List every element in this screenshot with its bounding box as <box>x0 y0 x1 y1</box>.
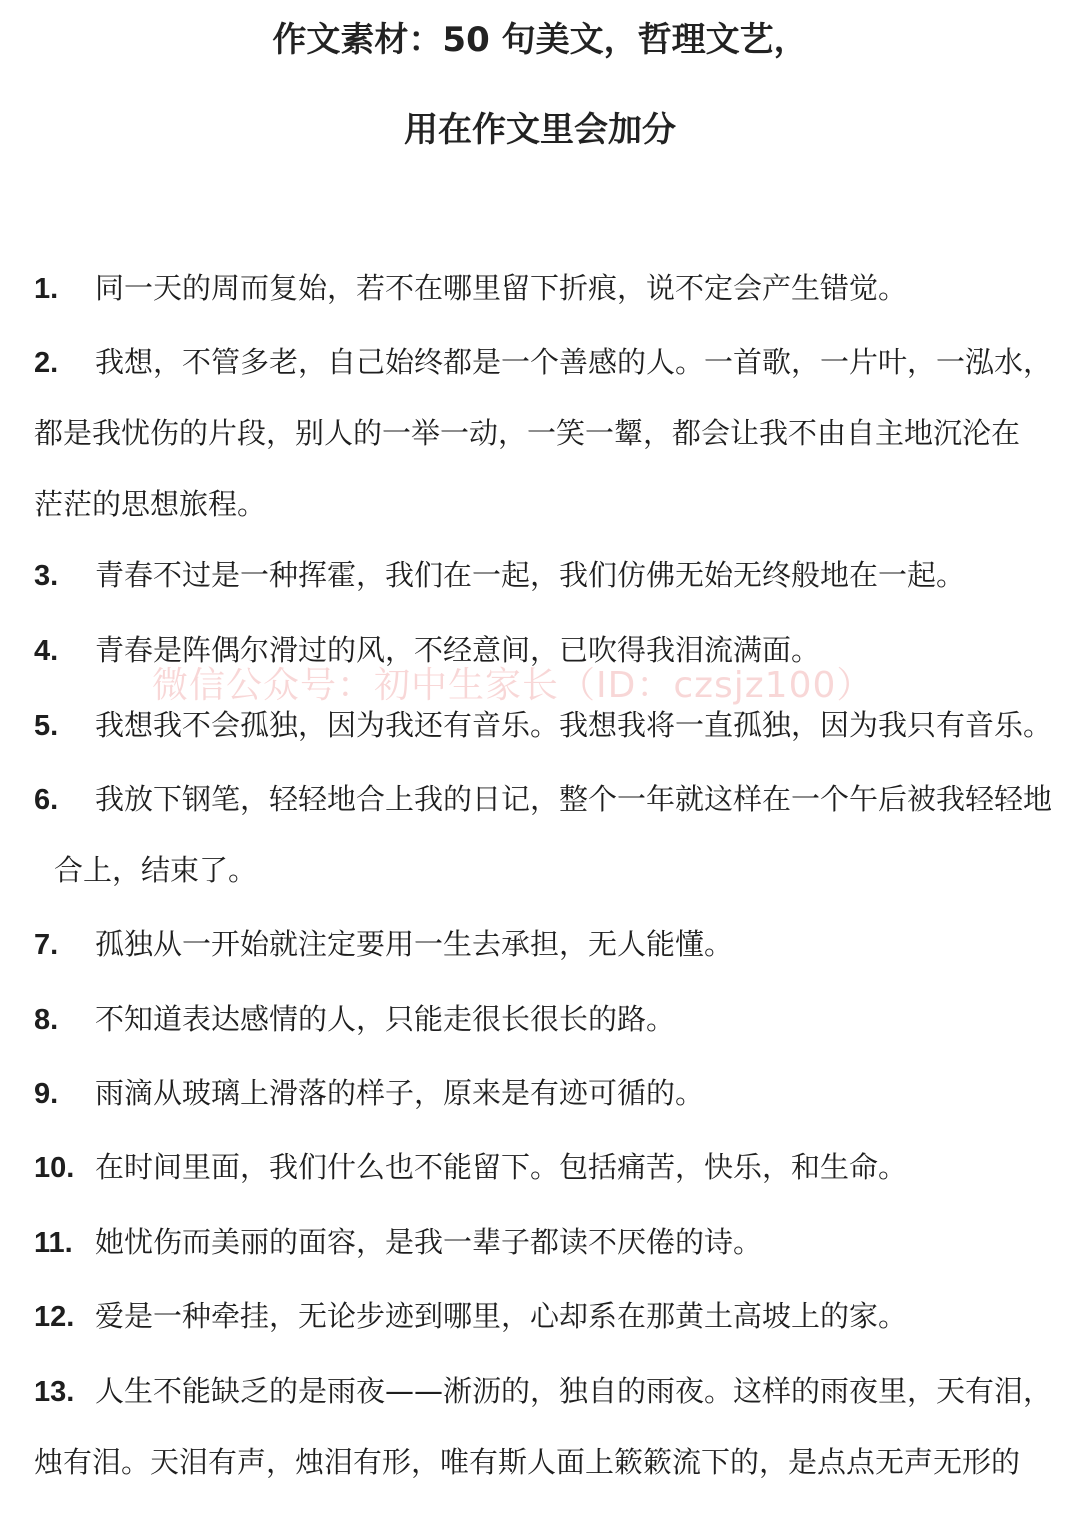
item-number: 8. <box>34 1004 59 1036</box>
item-number: 12. <box>34 1301 75 1333</box>
item-number: 7. <box>34 929 59 961</box>
list-item-12 <box>34 1296 907 1337</box>
item-number: 11. <box>34 1227 73 1259</box>
item-text: 爱是一种牵挂，无论步迹到哪里，心却系在那黄土高坡上的家。 <box>95 1299 908 1333</box>
item-text: 她忧伤而美丽的面容，是我一辈子都读不厌倦的诗。 <box>95 1225 763 1259</box>
list-item-6-continuation: 合上，结束了。 <box>54 853 258 887</box>
list-item-8 <box>34 999 675 1040</box>
item-text: 我想我不会孤独，因为我还有音乐。我想我将一直孤独，因为我只有音乐。 <box>95 708 1053 742</box>
item-number: 1. <box>34 273 59 305</box>
list-item-5 <box>34 705 1052 746</box>
item-number: 3. <box>34 560 59 592</box>
list-item-1 <box>34 268 907 309</box>
item-number: 4. <box>34 635 59 667</box>
list-item-2-continuation: 都是我忧伤的片段，别人的一举一动，一笑一颦，都会让我不由自主地沉沦在 <box>34 416 1021 450</box>
item-text: 我放下钢笔，轻轻地合上我的日记，整个一年就这样在一个午后被我轻轻地 <box>95 782 1053 816</box>
item-text: 人生不能缺乏的是雨夜——淅沥的，独自的雨夜。这样的雨夜里，天有泪， <box>95 1374 1053 1408</box>
item-text: 在时间里面，我们什么也不能留下。包括痛苦，快乐，和生命。 <box>95 1150 908 1184</box>
list-item-10 <box>34 1147 907 1188</box>
list-item-11 <box>34 1222 762 1263</box>
item-text: 不知道表达感情的人，只能走很长很长的路。 <box>95 1002 676 1036</box>
list-item-3 <box>34 555 965 596</box>
list-item-7 <box>34 924 733 965</box>
item-number: 5. <box>34 710 59 742</box>
list-item-13 <box>34 1371 1052 1412</box>
item-text: 孤独从一开始就注定要用一生去承担，无人能懂。 <box>95 927 734 961</box>
item-number: 13. <box>34 1376 75 1408</box>
list-item-6 <box>34 779 1052 820</box>
item-number: 6. <box>34 784 59 816</box>
item-text: 我想，不管多老，自己始终都是一个善感的人。一首歌，一片叶，一泓水， <box>95 345 1053 379</box>
list-item-2-continuation: 茫茫的思想旅程。 <box>34 487 267 521</box>
list-item-13-continuation: 烛有泪。天泪有声，烛泪有形，唯有斯人面上簌簌流下的，是点点无声无形的 <box>34 1445 1021 1479</box>
title-line-1: 作文素材：50 句美文，哲理文艺， <box>272 20 808 60</box>
item-number: 10. <box>34 1152 75 1184</box>
title-line-2: 用在作文里会加分 <box>404 110 676 150</box>
watermark-text: 微信公众号：初中生家长（ID：czsjz100） <box>152 665 874 706</box>
item-text: 青春是阵偶尔滑过的风，不经意间，已吹得我泪流满面。 <box>95 633 821 667</box>
item-number: 2. <box>34 347 59 379</box>
item-text: 雨滴从玻璃上滑落的样子，原来是有迹可循的。 <box>95 1076 705 1110</box>
item-text: 青春不过是一种挥霍，我们在一起，我们仿佛无始无终般地在一起。 <box>95 558 966 592</box>
item-text: 同一天的周而复始，若不在哪里留下折痕，说不定会产生错觉。 <box>95 271 908 305</box>
item-number: 9. <box>34 1078 59 1110</box>
list-item-2 <box>34 342 1052 383</box>
list-item-9 <box>34 1073 704 1114</box>
